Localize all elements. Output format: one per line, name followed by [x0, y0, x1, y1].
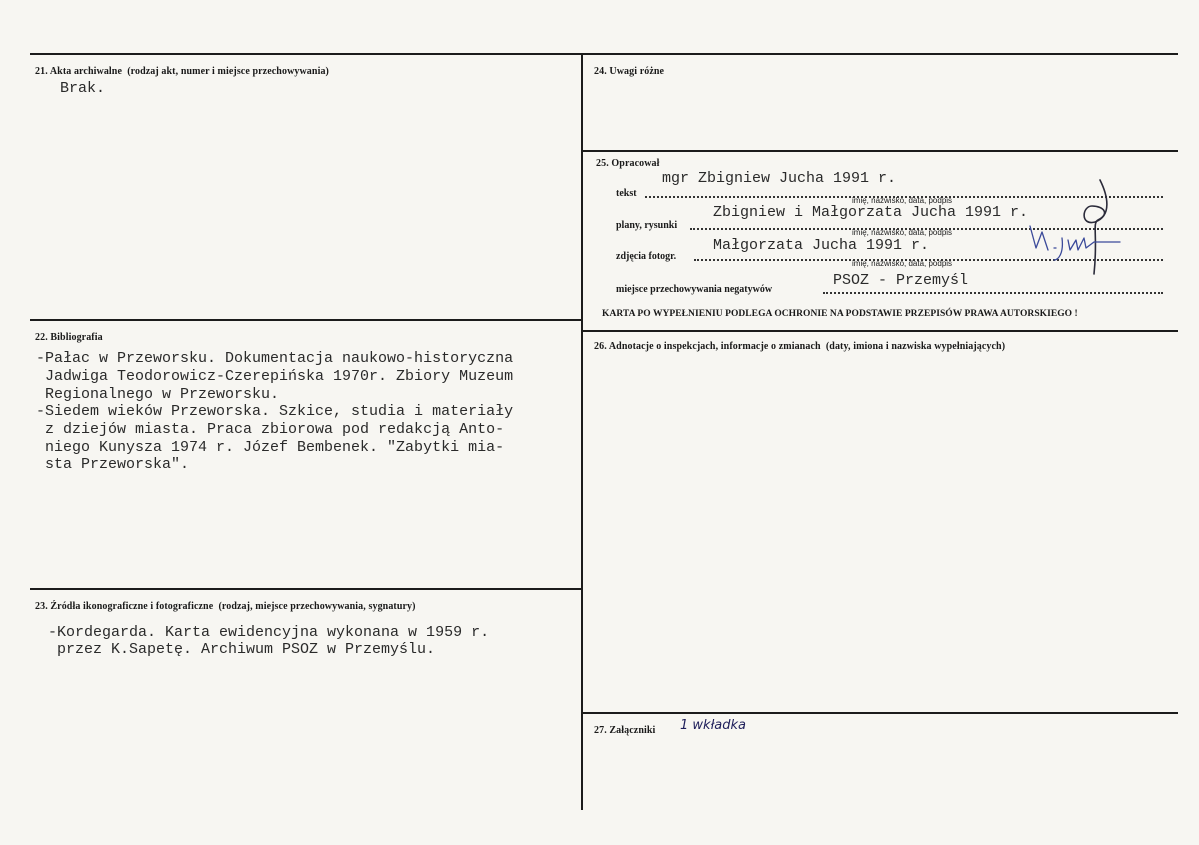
section-21-subtitle: (rodzaj akt, numer i miejsce przechowywania) [127, 66, 329, 77]
zdjecia-value: Małgorzata Jucha 1991 r. [713, 237, 930, 254]
top-rule [30, 53, 1178, 55]
tekst-hint: imię, nazwisko, data, podpis [852, 196, 953, 205]
section-23-subtitle: (rodzaj, miejsce przechowywania, sygnatury) [218, 601, 416, 612]
plany-hint: imię, nazwisko, data, podpis [852, 228, 953, 237]
bibliography-line: z dziejów miasta. Praca zbiorowa pod redakcją Anto- [36, 421, 505, 438]
rule-26-27 [583, 712, 1178, 714]
rule-25-26 [583, 330, 1178, 332]
iconographic-line: -Kordegarda. Karta ewidencyjna wykonana w 1959 r. [48, 624, 490, 641]
tekst-label: tekst [616, 188, 637, 199]
bibliography-line: -Pałac w Przeworsku. Dokumentacja naukowo-historyczna [36, 350, 514, 367]
plany-label: plany, rysunki [616, 220, 678, 231]
rule-22-23 [30, 588, 583, 590]
zdjecia-label: zdjęcia fotogr. [616, 251, 677, 262]
bibliography-line: niego Kunysza 1974 r. Józef Bembenek. "Zabytki mia- [36, 439, 505, 456]
section-24-label: 24. Uwagi różne [594, 66, 665, 77]
bibliography-line: Jadwiga Teodorowicz-Czerepińska 1970r. Zbiory Muzeum [36, 368, 514, 385]
section-21-value: Brak. [60, 80, 106, 97]
bibliography-line: -Siedem wieków Przeworska. Szkice, studia i materiały [36, 403, 514, 420]
center-divider [581, 53, 583, 810]
section-21-title: 21. Akta archiwalne [35, 66, 122, 77]
section-26-title: 26. Adnotacje o inspekcjach, informacje o zmianach [594, 341, 821, 352]
section-21-label [35, 66, 329, 77]
bibliography-line: sta Przeworska". [36, 456, 190, 473]
section-27-label: 27. Załączniki [594, 725, 656, 736]
section-25-label: 25. Opracował [596, 158, 660, 169]
negatywy-dotted-line [823, 292, 1163, 294]
section-26-subtitle: (daty, imiona i nazwiska wypełniających) [825, 341, 1006, 352]
zdjecia-hint: imię, nazwisko, data, podpis [852, 259, 953, 268]
copyright-warning: KARTA PO WYPEŁNIENIU PODLEGA OCHRONIE NA PODSTAWIE PRZEPISÓW PRAWA AUTORSKIEGO ! [602, 309, 1078, 319]
tekst-value: mgr Zbigniew Jucha 1991 r. [662, 170, 897, 187]
section-22-label: 22. Bibliografia [35, 332, 103, 343]
section-23-title: 23. Źródła ikonograficzne i fotograficzne [35, 601, 214, 612]
section-26-label [594, 341, 1005, 352]
negatywy-value: PSOZ - Przemyśl [833, 272, 969, 289]
rule-21-22 [30, 319, 583, 321]
plany-value: Zbigniew i Małgorzata Jucha 1991 r. [713, 204, 1029, 221]
rule-24-25 [583, 150, 1178, 152]
iconographic-line: przez K.Sapetę. Archiwum PSOZ w Przemyślu. [48, 641, 436, 658]
bibliography-line: Regionalnego w Przeworsku. [36, 386, 280, 403]
section-23-label [35, 601, 416, 612]
signature [1020, 176, 1130, 276]
negatywy-label: miejsce przechowywania negatywów [616, 284, 773, 295]
attachments-handwritten: 1 wkładka [680, 718, 747, 733]
